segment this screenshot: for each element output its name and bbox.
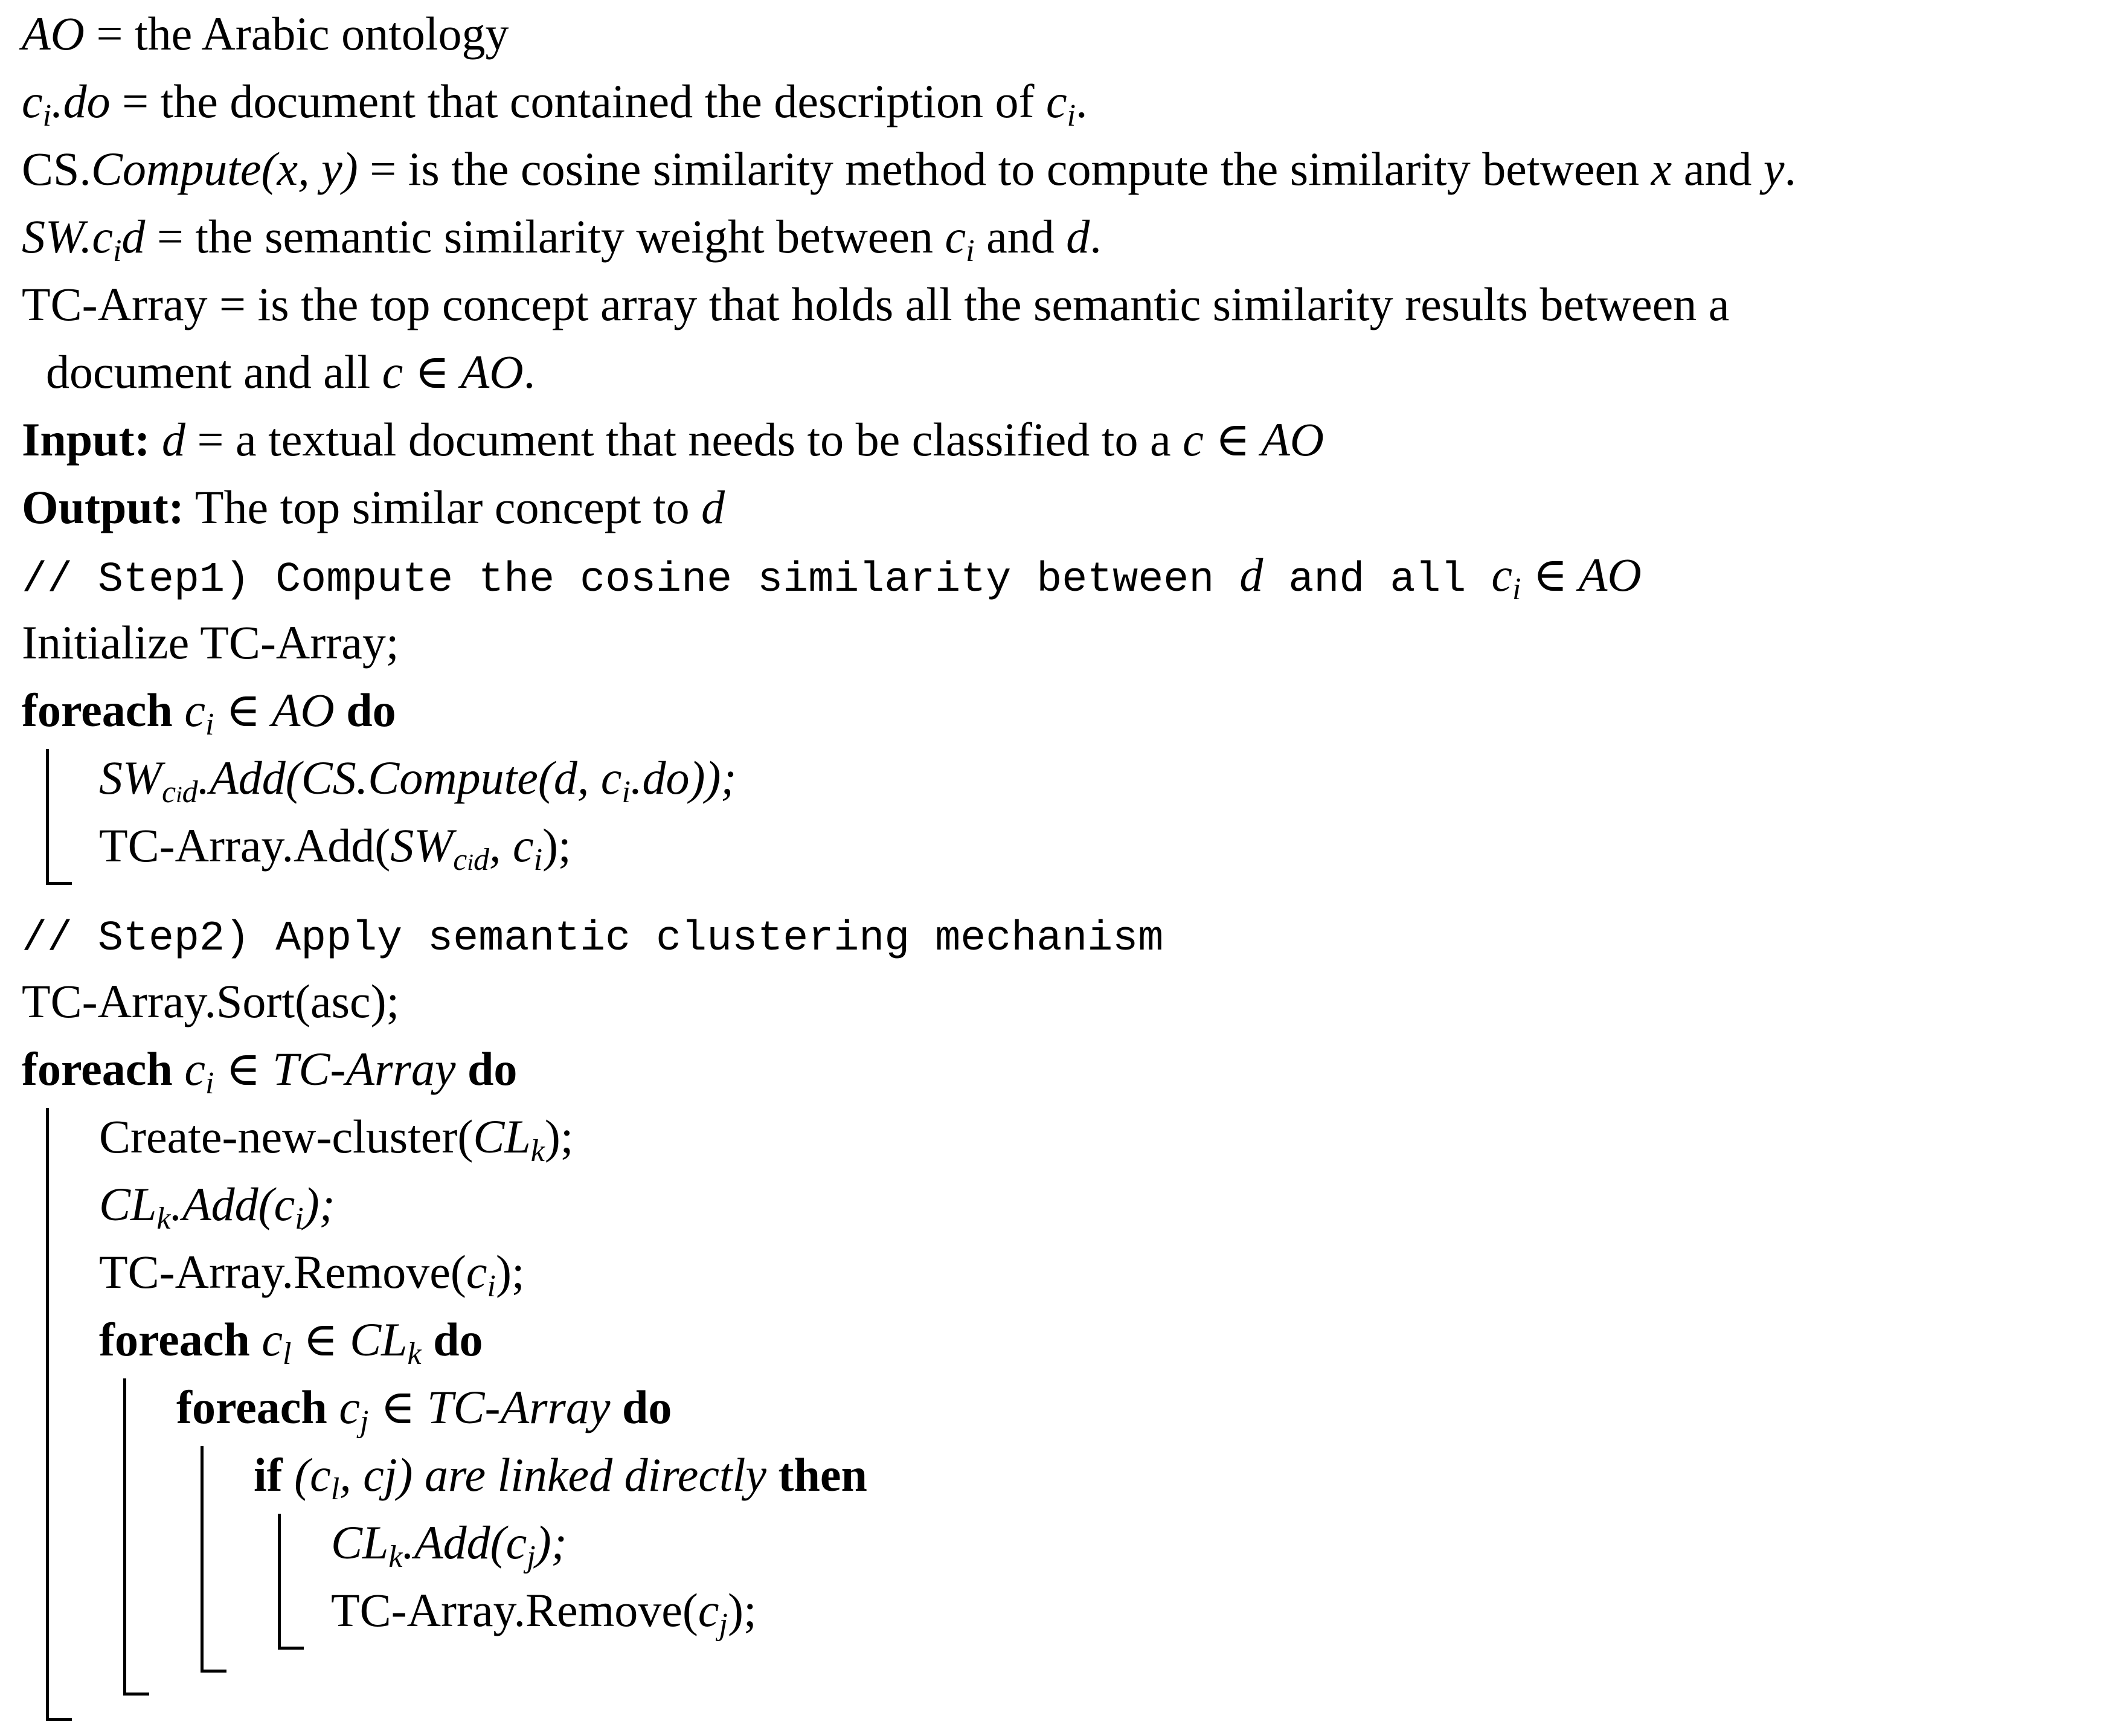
keyword: do: [433, 1313, 483, 1366]
math: ∈ TC-Array: [368, 1381, 622, 1433]
statement: );: [727, 1584, 757, 1636]
statement: );: [544, 1110, 574, 1163]
var: SW: [99, 751, 162, 804]
step2-sort: [22, 968, 399, 1035]
statement: , c: [489, 819, 534, 872]
step2-then-remove: [331, 1577, 757, 1644]
text: and: [1672, 143, 1764, 195]
step2-foreach: [22, 1035, 517, 1103]
subscript: i: [533, 843, 543, 877]
input-line: [22, 406, 1324, 474]
step2-create-cluster: [99, 1103, 573, 1171]
statement: .Add(c: [402, 1516, 527, 1569]
block-bracket: [123, 1378, 149, 1696]
definition-sw: [22, 203, 1102, 271]
subscript: i: [487, 1269, 496, 1304]
symbol-suffix: .do: [51, 75, 111, 127]
statement: );: [535, 1516, 567, 1569]
var: c: [466, 1246, 487, 1298]
statement: );: [542, 819, 571, 872]
step2-comment: [22, 900, 1163, 968]
var: d: [1066, 210, 1090, 263]
statement: TC-Array.Remove(: [331, 1584, 698, 1636]
symbol: Compute(x, y): [91, 143, 358, 195]
punct: .: [1076, 75, 1088, 127]
var: CL: [331, 1516, 389, 1569]
var: CL: [99, 1178, 157, 1230]
step2-innermost-foreach: [176, 1374, 672, 1441]
keyword: do: [346, 684, 396, 736]
statement: );: [495, 1246, 525, 1298]
subscript: c: [453, 843, 467, 877]
subscript: i: [42, 98, 52, 133]
symbol: c: [22, 75, 43, 127]
subscript: k: [388, 1540, 403, 1574]
statement: TC-Array.Sort(asc);: [22, 975, 400, 1027]
statement: .do));: [630, 751, 737, 804]
subscript: i: [1067, 98, 1076, 133]
subscript: d: [182, 775, 198, 809]
subscript: i: [205, 707, 214, 742]
statement: Create-new-cluster(: [99, 1110, 474, 1163]
statement: Initialize TC-Array;: [22, 616, 399, 669]
subscript: k: [530, 1134, 545, 1168]
step1-body-line-1: [99, 744, 736, 812]
var: d: [701, 481, 725, 533]
definition-text: = is the cosine similarity method to compute the similarity between: [358, 143, 1651, 195]
keyword: do: [467, 1043, 518, 1095]
subscript: j: [359, 1404, 369, 1439]
symbol-suffix: d: [121, 210, 146, 263]
definition-text: = the document that contained the description of: [110, 75, 1046, 127]
symbol-prefix: CS.: [22, 143, 91, 195]
definition-text: = is the top concept array that holds all the semantic similarity results between a: [207, 278, 1730, 330]
comment: // Step2) Apply semantic clustering mechanism: [22, 915, 1164, 963]
subscript: i: [112, 234, 122, 268]
statement: .Add(CS.Compute(d, c: [197, 751, 622, 804]
block-bracket: [46, 749, 72, 885]
step1-init: [22, 609, 399, 677]
symbol: TC-Array: [22, 278, 208, 330]
subscript: i: [295, 1201, 304, 1236]
step1-body-line-2: [99, 812, 571, 879]
math: ∈ TC-Array: [214, 1043, 467, 1095]
punct: .: [1784, 143, 1797, 195]
punct: .: [1090, 210, 1102, 263]
definition-text: = the semantic similarity weight between: [145, 210, 945, 263]
block-bracket: [201, 1446, 226, 1673]
text: and: [974, 210, 1067, 263]
var: c: [262, 1313, 283, 1366]
math: ∈ AO: [214, 684, 347, 736]
subscript: i: [1512, 572, 1521, 606]
definition-ao: [22, 0, 509, 68]
subscript: d: [473, 843, 489, 877]
statement: TC-Array.Remove(: [99, 1246, 466, 1298]
step2-cluster-add: [99, 1171, 335, 1238]
statement: );: [303, 1178, 335, 1230]
output-label: Output:: [22, 481, 184, 533]
subscript: l: [330, 1472, 340, 1506]
subscript: i: [205, 1066, 214, 1101]
statement: .Add(c: [170, 1178, 295, 1230]
keyword: then: [778, 1448, 867, 1501]
var: c: [184, 1043, 205, 1095]
keyword: if: [254, 1448, 283, 1501]
keyword: foreach: [176, 1381, 327, 1433]
var: c: [1045, 75, 1067, 127]
step2-if: [254, 1441, 867, 1509]
subscript: i: [467, 850, 474, 875]
subscript: l: [282, 1337, 292, 1371]
text: document and all: [46, 346, 382, 398]
block-bracket: [46, 1108, 72, 1721]
var: c: [945, 210, 966, 263]
text: = a textual document that needs to be classified to a: [185, 413, 1183, 466]
definition-text: = the Arabic ontology: [84, 7, 509, 60]
comment: and all: [1263, 556, 1492, 604]
var: d: [1239, 548, 1263, 601]
subscript: c: [161, 775, 176, 809]
keyword: foreach: [22, 684, 173, 736]
keyword: foreach: [22, 1043, 173, 1095]
symbol: SW.c: [22, 210, 113, 263]
subscript: i: [176, 782, 182, 808]
statement: TC-Array.Add(: [99, 819, 391, 872]
subscript: i: [966, 234, 975, 268]
condition: , cj) are linked directly: [339, 1448, 779, 1501]
punct: .: [523, 346, 536, 398]
math: ∈ CL: [291, 1313, 408, 1366]
comment: // Step1) Compute the cosine similarity between: [22, 556, 1240, 604]
definition-ci-do: [22, 68, 1088, 135]
step1-comment: [22, 541, 1642, 609]
math: c ∈ AO: [382, 346, 524, 398]
keyword: foreach: [99, 1313, 250, 1366]
var: y: [1763, 143, 1785, 195]
var: d: [161, 413, 185, 466]
step1-foreach: [22, 677, 396, 744]
step2-inner-foreach: [99, 1306, 483, 1374]
block-bracket: [278, 1514, 304, 1650]
var: c: [184, 684, 205, 736]
keyword: do: [621, 1381, 672, 1433]
var: SW: [390, 819, 454, 872]
var: c: [339, 1381, 360, 1433]
subscript: i: [621, 775, 631, 809]
var: c: [1491, 548, 1513, 601]
symbol: AO: [22, 7, 85, 60]
input-label: Input:: [22, 413, 150, 466]
math: c ∈ AO: [1183, 413, 1324, 466]
definition-cs-compute: [22, 135, 1796, 203]
math: ∈ AO: [1521, 548, 1642, 601]
output-line: [22, 474, 725, 541]
var: x: [1651, 143, 1672, 195]
subscript: k: [407, 1337, 422, 1371]
var: c: [698, 1584, 719, 1636]
subscript: j: [527, 1540, 536, 1574]
subscript: j: [719, 1607, 728, 1642]
var: CL: [473, 1110, 531, 1163]
condition: (c: [294, 1448, 331, 1501]
subscript: k: [156, 1201, 171, 1236]
step2-then-add: [331, 1509, 567, 1577]
step2-remove: [99, 1238, 525, 1306]
definition-tc-array-continuation: [46, 338, 535, 406]
definition-tc-array: [22, 271, 1729, 338]
text: The top similar concept to: [184, 481, 702, 533]
